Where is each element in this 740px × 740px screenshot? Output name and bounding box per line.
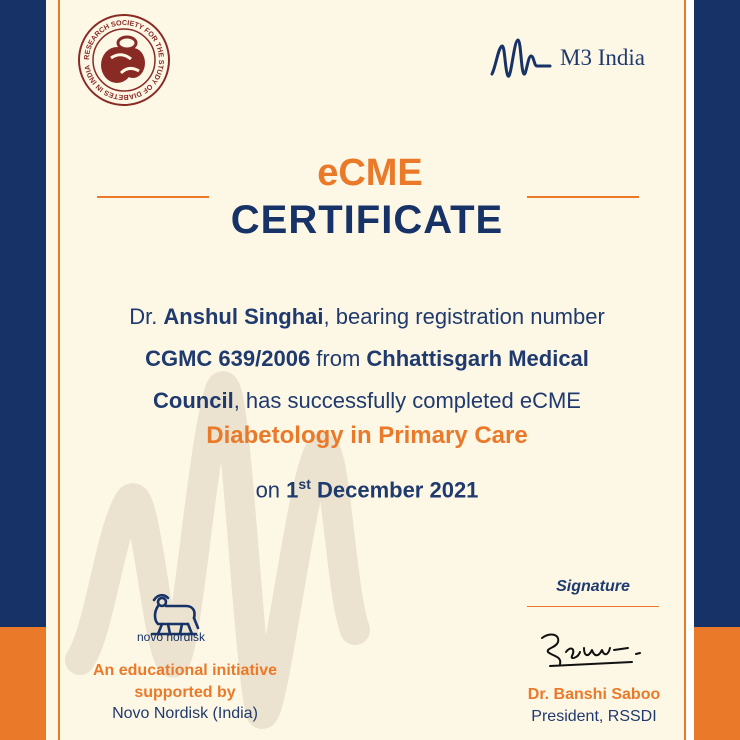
- date-suffix: st: [298, 476, 311, 492]
- right-band-orange-section: [694, 627, 740, 740]
- rssdi-seal-logo: [77, 13, 171, 107]
- signature-label: Signature: [556, 578, 630, 595]
- left-band-orange-section: [0, 627, 46, 740]
- sponsor-name: Novo Nordisk (India): [112, 705, 258, 722]
- certificate-body: [80, 296, 654, 422]
- signature-rule: [527, 606, 659, 607]
- educational-initiative-text: [60, 660, 310, 704]
- m3-india-logo: [490, 36, 670, 82]
- novo-nordisk-logo-text: novo nordisk: [136, 630, 206, 644]
- initiative-line1: An educational initiative: [92, 662, 278, 679]
- signer-role: President, RSSDI: [531, 708, 657, 725]
- initiative-line2: supported by: [134, 684, 236, 701]
- council-name-part1: Chhattisgarh Medical: [366, 346, 589, 371]
- council-name-part2: Council: [153, 388, 234, 413]
- body-completed-text: , has successfully completed eCME: [233, 388, 581, 413]
- left-side-band: [0, 0, 46, 740]
- recipient-name: Anshul Singhai: [163, 304, 324, 329]
- completion-date: [0, 476, 734, 503]
- handwritten-signature: [536, 626, 656, 672]
- signer-name: Dr. Banshi Saboo: [527, 686, 661, 703]
- certificate-title-main: CERTIFICATE: [230, 198, 504, 242]
- m3-wave-logo-icon: [490, 36, 554, 82]
- m3-india-name: M3 India: [560, 45, 645, 70]
- right-side-band: [694, 0, 740, 740]
- date-rest: December 2021: [310, 477, 479, 503]
- rssdi-seal-text: RESEARCH SOCIETY FOR THE STUDY OF DIABETES IN INDIA: [81, 17, 167, 103]
- date-day: 1: [286, 477, 299, 503]
- body-prefix: Dr.: [129, 304, 164, 329]
- body-reg-text: , bearing registration number: [323, 304, 605, 329]
- right-white-strip: [686, 0, 694, 740]
- course-title: Diabetology in Primary Care: [206, 422, 528, 449]
- certificate-title-ecme: eCME: [317, 152, 423, 194]
- registration-number: CGMC 639/2006: [145, 346, 311, 371]
- date-on: on: [255, 477, 287, 503]
- body-from-text: from: [310, 346, 367, 371]
